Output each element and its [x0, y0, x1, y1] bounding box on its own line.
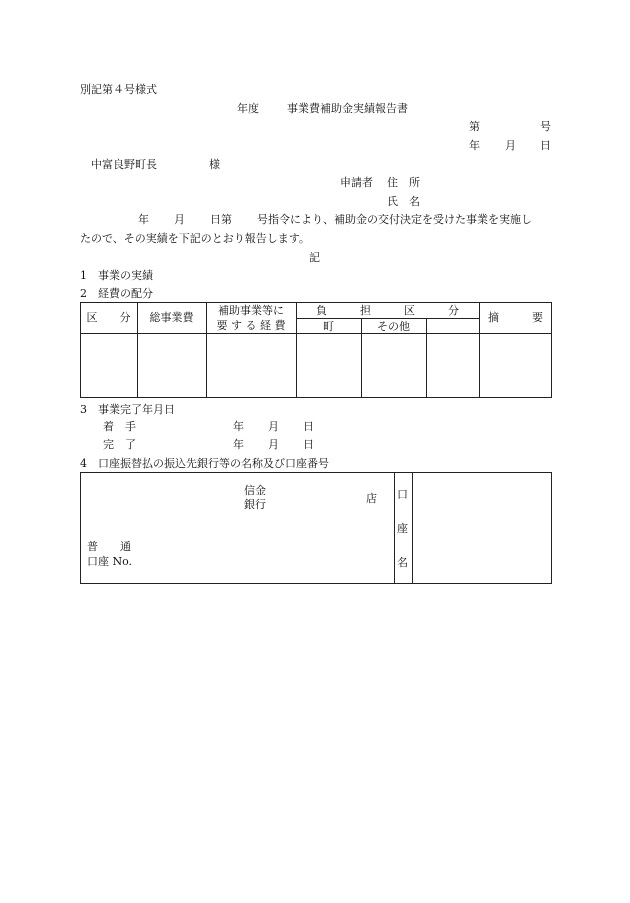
end-day: 日 [303, 438, 314, 451]
page-title: 事業費補助金実績報告書 [287, 102, 408, 115]
start-month: 月 [268, 420, 279, 433]
holder-char-2: 座 [397, 522, 408, 535]
date-day: 日 [540, 139, 551, 152]
bank-ginko: 銀行 [244, 498, 266, 511]
addressee-honorific: 様 [209, 158, 220, 171]
holder-char-1: 口 [397, 488, 408, 501]
col-kubun: 区 分 [86, 311, 131, 324]
doc-number-suffix: 号 [540, 120, 551, 133]
start-year: 年 [233, 420, 244, 433]
applicant-address-label: 住 所 [387, 176, 420, 189]
addressee-name: 中富良野町長 [91, 158, 157, 171]
body-year: 年 [138, 213, 149, 226]
col-futan-kubun: 負 担 区 分 [316, 304, 459, 317]
holder-char-3: 名 [397, 556, 408, 569]
start-label: 着 手 [103, 420, 136, 433]
bank-branch: 店 [366, 492, 377, 505]
section-2-heading: 2 経費の配分 [80, 287, 153, 300]
bank-shinkin: 信金 [244, 484, 266, 497]
account-number-label: 口座 No. [87, 555, 133, 568]
form-number: 別記第４号様式 [80, 83, 157, 96]
applicant-name-label: 氏 名 [387, 195, 420, 208]
body-day-no: 日第 [210, 213, 232, 226]
end-month: 月 [268, 438, 279, 451]
date-month: 月 [505, 139, 516, 152]
title-year: 年度 [237, 102, 259, 115]
section-1-heading: 1 事業の実績 [80, 269, 153, 282]
sub-col-town: 町 [323, 320, 334, 333]
body-text-line2: たので、その実績を下記のとおり報告します。 [80, 232, 310, 245]
date-year: 年 [469, 139, 480, 152]
applicant-label: 申請者 [340, 176, 373, 189]
doc-number-prefix: 第 [469, 120, 480, 133]
col-required-line2: 要 す る 経 費 [216, 319, 286, 332]
body-month: 月 [174, 213, 185, 226]
account-type: 普 通 [87, 540, 131, 553]
body-text-line1: 号指令により、補助金の交付決定を受けた事業を実施し [257, 213, 532, 226]
end-year: 年 [233, 438, 244, 451]
ki-label: 記 [309, 251, 320, 264]
col-total-cost: 総事業費 [149, 311, 194, 324]
col-required-line1: 補助事業等に [218, 304, 284, 317]
start-day: 日 [303, 420, 314, 433]
sub-col-other: その他 [377, 320, 410, 333]
end-label: 完 了 [103, 438, 136, 451]
col-remarks: 摘 要 [488, 311, 543, 324]
section-3-heading: 3 事業完了年月日 [80, 403, 175, 416]
section-4-heading: 4 口座振替払の振込先銀行等の名称及び口座番号 [80, 457, 329, 470]
